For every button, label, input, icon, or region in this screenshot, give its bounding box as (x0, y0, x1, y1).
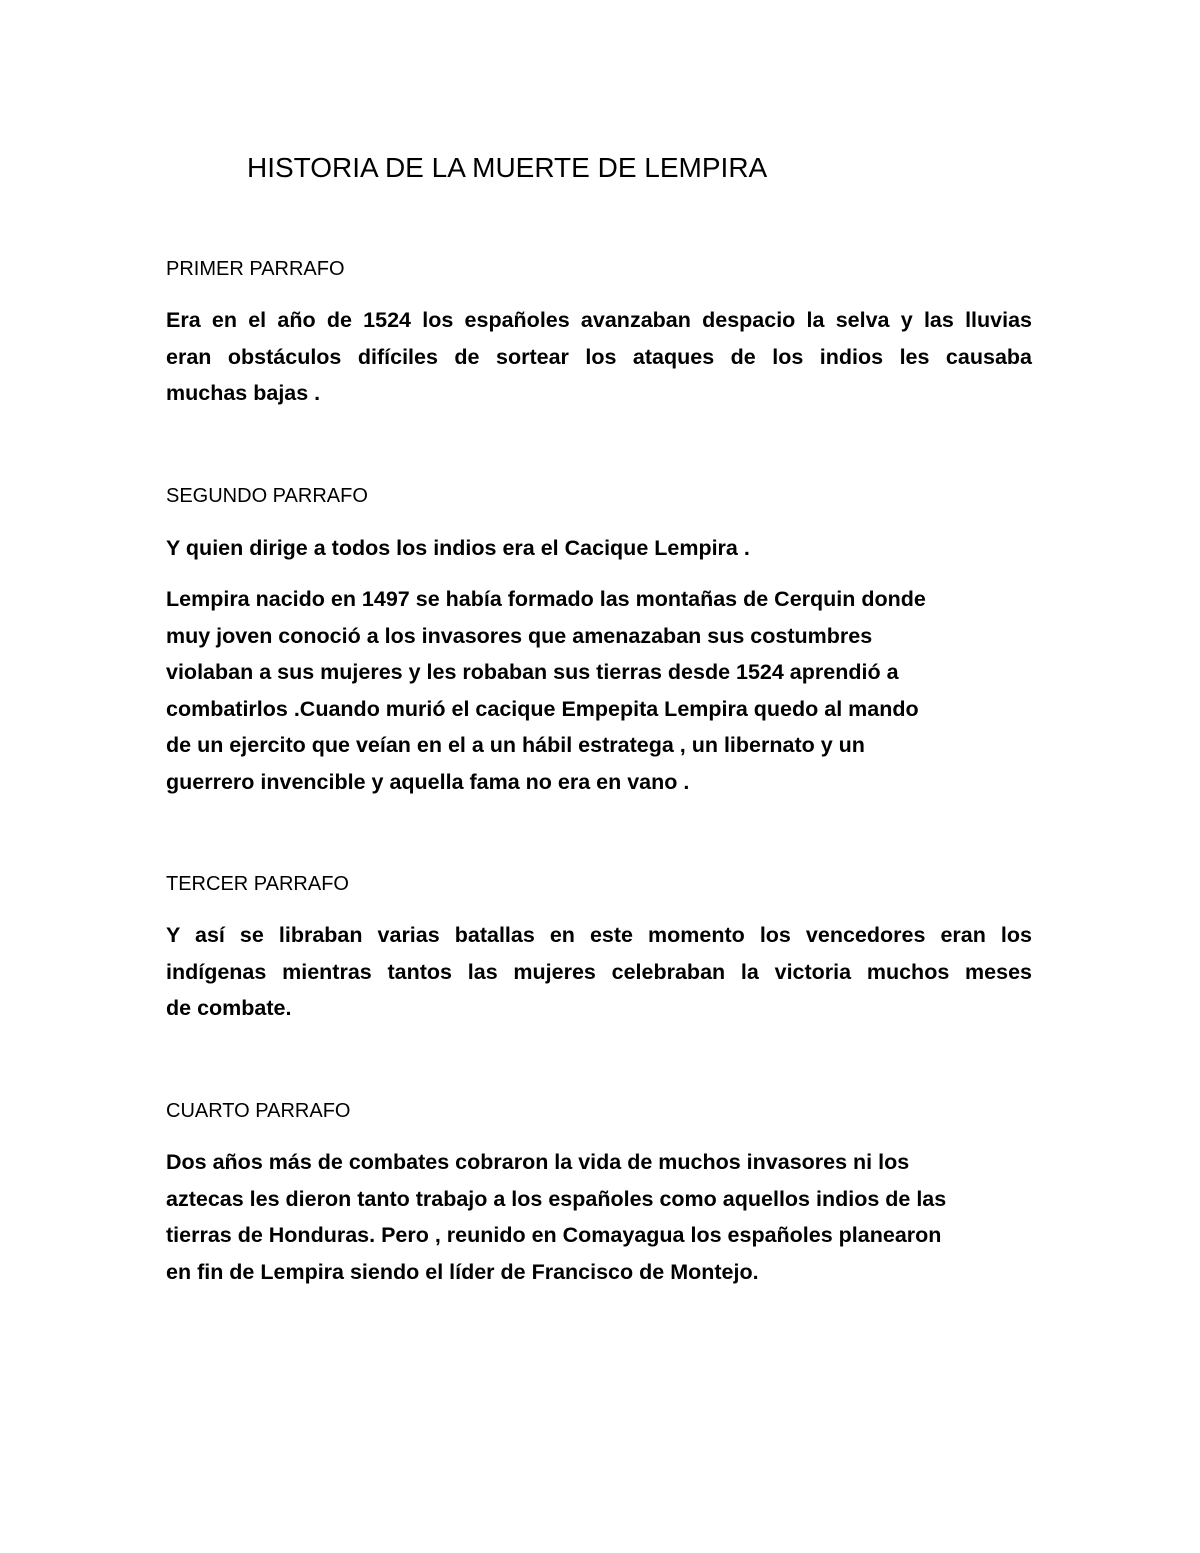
paragraph-line: Y así se libraban varias batallas en este momento los vencedores eran los (166, 923, 1032, 947)
paragraph-line: aztecas les dieron tanto trabajo a los españoles como aquellos indios de las (166, 1186, 947, 1211)
section-heading-1: PRIMER PARRAFO (166, 258, 345, 280)
section-heading-2: SEGUNDO PARRAFO (166, 485, 368, 507)
paragraph-line: en fin de Lempira siendo el líder de Francisco de Montejo. (166, 1259, 759, 1284)
paragraph-line: eran obstáculos difíciles de sortear los ataques de los indios les causaba (166, 344, 1032, 369)
page-title: HISTORIA DE LA MUERTE DE LEMPIRA (247, 152, 768, 183)
section-heading-3: TERCER PARRAFO (166, 873, 349, 895)
paragraph-line: guerrero invencible y aquella fama no era en vano . (166, 769, 690, 794)
paragraph-line: de un ejercito que veían en el a un hábil estratega , un libernato y un (166, 733, 865, 757)
paragraph-line: Era en el año de 1524 los españoles avanzaban despacio la selva y las lluvias (166, 308, 1032, 332)
paragraph-line: violaban a sus mujeres y les robaban sus tierras desde 1524 aprendió a (166, 660, 899, 684)
paragraph-line: indígenas mientras tantos las mujeres celebraban la victoria muchos meses (166, 959, 1032, 984)
section-2-paragraph-2 (166, 581, 926, 800)
section-3-paragraph-1 (166, 917, 1032, 1027)
paragraph-line: Dos años más de combates cobraron la vida de muchos invasores ni los (166, 1150, 910, 1174)
paragraph-line: Y quien dirige a todos los indios era el Cacique Lempira . (166, 536, 750, 560)
paragraph-line: de combate. (166, 996, 292, 1020)
section-4-paragraph-1 (166, 1144, 946, 1290)
section-2-paragraph-1 (166, 530, 750, 567)
paragraph-line: muchas bajas . (166, 381, 321, 405)
paragraph-line: combatirlos .Cuando murió el cacique Empepita Lempira quedo al mando (166, 696, 919, 721)
paragraph-line: muy joven conoció a los invasores que amenazaban sus costumbres (166, 623, 873, 648)
section-1-paragraph-1 (166, 302, 1032, 412)
paragraph-line: tierras de Honduras. Pero , reunido en Comayagua los españoles planearon (166, 1223, 942, 1247)
paragraph-line: Lempira nacido en 1497 se había formado las montañas de Cerquin donde (166, 587, 926, 611)
section-heading-4: CUARTO PARRAFO (166, 1100, 351, 1122)
